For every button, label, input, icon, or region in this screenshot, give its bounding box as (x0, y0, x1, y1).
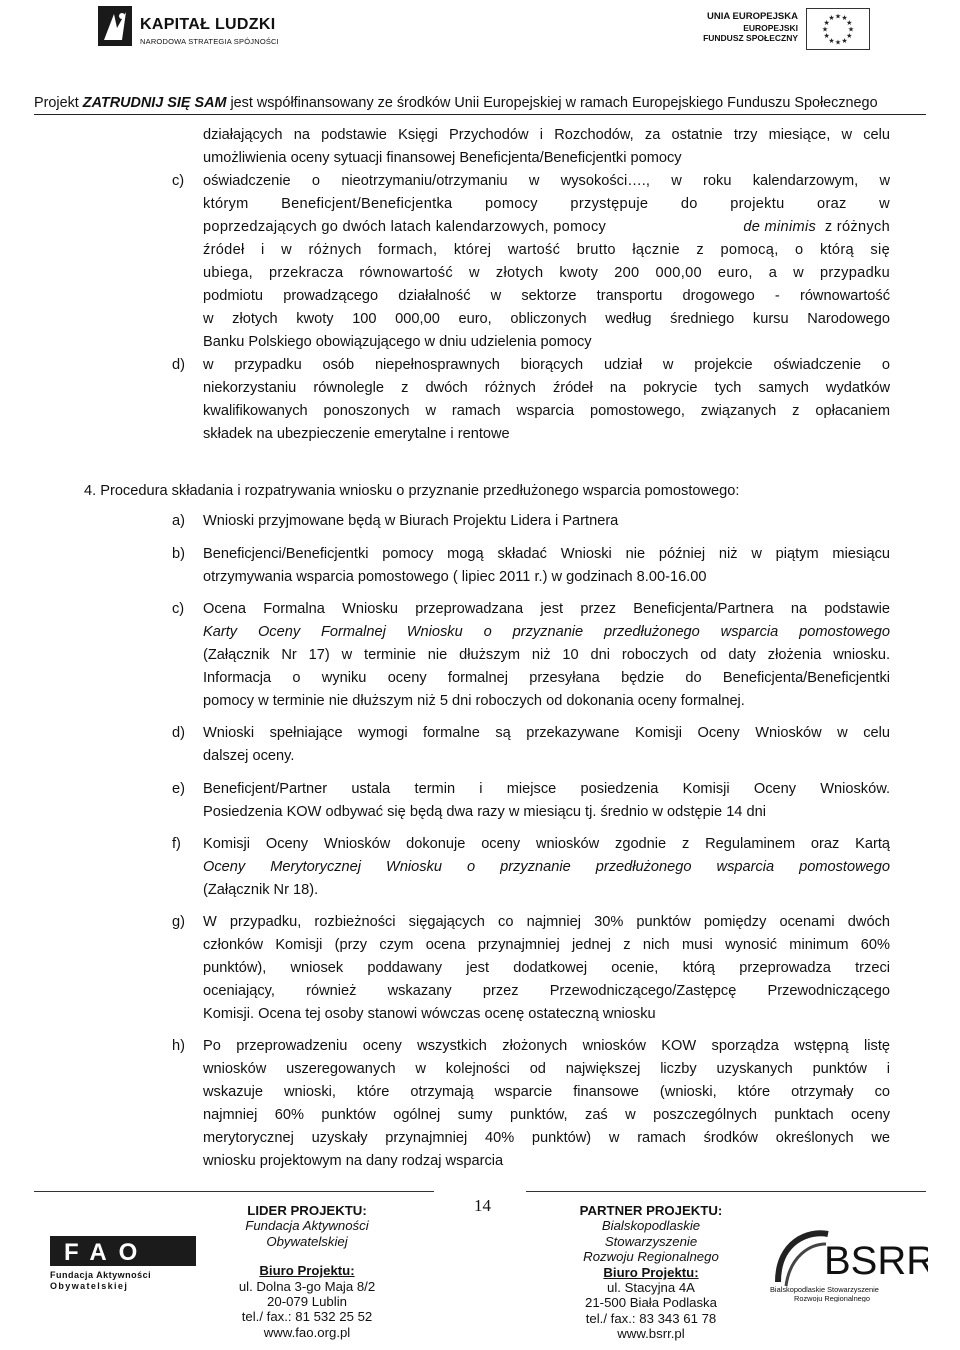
section-4-title: 4. Procedura składania i rozpatrywania wniosku o przyznanie przedłużonego wsparcia pomostowego: (84, 483, 740, 499)
item-d1-label: d) (172, 357, 185, 373)
ue-line2: EUROPEJSKI (743, 22, 798, 33)
partner-name-2: Stowarzyszenie (604, 1233, 698, 1249)
s4-c-line-2: Karty Oceny Formalnej Wniosku o przyznanie przedłużonego wsparcia pomostowego (203, 624, 890, 640)
bsrr-logo-mark: BSRR (824, 1239, 928, 1283)
c1-line-8: Banku Polskiego obowiązującego w dniu udzielenia pomocy (203, 334, 592, 350)
bsrr-logo-line2: Rozwoju Regionalnego (794, 1294, 871, 1302)
eu-star-icon: ★ (823, 33, 830, 40)
d1-line-4: składek na ubezpieczenie emerytalne i rentowe (203, 426, 510, 442)
kapital-ludzki-logo (98, 6, 298, 52)
s4-c-line-3: (Załącznik Nr 17) w terminie nie dłuższym niż 10 dni roboczych od daty złożenia wniosku. (203, 647, 890, 663)
footer-divider-left (34, 1191, 434, 1192)
s4-b-label: b) (172, 546, 185, 562)
c1-line-3 (203, 216, 890, 239)
s4-h-line-3: wskazuje wnioski, które otrzymają wsparcie finansowe (wnioski, które otrzymały co (203, 1084, 890, 1100)
eu-star-icon: ★ (846, 33, 853, 40)
c1-line-2: którym Beneficjent/Beneficjentka pomocy przystępuje do projektu oraz w (203, 196, 890, 212)
eu-star-icon: ★ (821, 26, 829, 34)
s4-h-line-6: wniosku projektowym na dany rodzaj wsparcia (203, 1153, 504, 1169)
s4-d-line-2: dalszej oceny. (203, 748, 295, 764)
partner-biuro: Biuro Projektu: (603, 1264, 699, 1280)
eu-star-icon: ★ (847, 26, 855, 34)
lider-addr-2: 20-079 Lublin (267, 1294, 347, 1310)
projekt-name: ZATRUDNIJ SIĘ SAM (82, 95, 227, 111)
d1-line-3: kwalifikowanych ponoszonych w ramach wsparcia pomostowego, związanych z opłacaniem (203, 403, 890, 419)
lider-info (222, 1203, 392, 1340)
bsrr-logo-line1: Bialskopodlaskie Stowarzyszenie (770, 1285, 879, 1294)
ue-line1: UNIA EUROPEJSKA (707, 11, 798, 22)
partner-heading: PARTNER PROJEKTU: (579, 1203, 723, 1218)
eu-star-icon: ★ (828, 37, 835, 45)
s4-b-line-2: otrzymywania wsparcia pomostowego ( lipiec 2011 r.) w godzinach 8.00-16.00 (203, 569, 707, 585)
fao-logo-mark: FAO (64, 1239, 150, 1266)
s4-g-line-2: członków Komisji (przy czym ocena przynajmniej jednej z nich musi wynosić minimum 60% (203, 937, 890, 953)
c1-line-3-start: poprzedzających go dwóch latach kalendarzowych, pomocy (203, 219, 607, 235)
page-number: 14 (474, 1196, 491, 1215)
c1-line-6: podmiotu prowadzącego działalność w sektorze transportu drogowego - równowartość (203, 288, 890, 304)
partner-name-1: Bialskopodlaskie (601, 1218, 701, 1234)
eu-star-icon: ★ (846, 20, 853, 27)
project-banner (34, 95, 934, 111)
c1-line-3-tail: z różnych (824, 219, 890, 235)
s4-d-line-1: Wnioski spełniające wymogi formalne są przekazywane Komisji Oceny Wniosków w celu (203, 725, 890, 741)
s4-h-line-5: merytorycznej uzyskały przynajmniej 40% punktów) w ramach środków określonych we (203, 1130, 890, 1146)
s4-f-label: f) (172, 836, 181, 852)
s4-h-line-2: wniosków uszeregowanych w kolejności od największej liczby uzyskanych punktów i (203, 1061, 890, 1077)
s4-g-line-5: Komisji. Ocena tej osoby stanowi wówczas ocenę ostateczną wniosku (203, 1006, 656, 1022)
fao-logo (50, 1232, 200, 1292)
s4-g-line-3: punktów), wniosek poddawany jest dodatkowej ocenie, którą przeprowadza trzeci (203, 960, 890, 976)
lider-tel: tel./ fax.: 81 532 25 52 (241, 1309, 373, 1325)
eu-star-icon: ★ (841, 15, 848, 23)
s4-h-line-4: najmniej 60% punktów ogólnej sumy punktów, zaś w poszczególnych punktach oceny (203, 1107, 890, 1123)
lider-heading: LIDER PROJEKTU: (247, 1203, 367, 1218)
partner-name-3: Rozwoju Regionalnego (583, 1249, 719, 1265)
de-minimis-text: de minimis (743, 219, 817, 235)
lider-biuro: Biuro Projektu: (259, 1263, 355, 1279)
footer-divider-right (526, 1191, 926, 1192)
s4-f-line-3: (Załącznik Nr 18). (203, 882, 319, 898)
partner-addr-2: 21-500 Biała Podlaska (585, 1295, 717, 1311)
item-c1-label: c) (172, 173, 185, 189)
d1-line-2: niekorzystaniu równolegle z dwóch różnych źródeł na pokrycie tych samych wydatków (203, 380, 890, 396)
lider-www: www.fao.org.pl (263, 1324, 351, 1340)
partner-www: www.bsrr.pl (617, 1326, 685, 1342)
s4-g-label: g) (172, 914, 185, 930)
fao-logo-line2: Obywatelskiej (50, 1281, 129, 1291)
s4-c-line-4: Informacja o wyniku oceny formalnej przesyłana będzie do Beneficjenta/Beneficjentki (203, 670, 890, 686)
c1-line-5: ubiega, przekracza równowartość w złotych kwoty 200 000,00 euro, a w przypadku (203, 265, 890, 281)
eu-star-icon: ★ (841, 37, 848, 45)
partner-addr-1: ul. Stacyjna 4A (607, 1280, 695, 1296)
s4-b-line-1: Beneficjenci/Beneficjentki pomocy mogą składać Wnioski nie później niż w piątym miesiącu (203, 546, 890, 562)
ue-text (703, 12, 798, 44)
lider-name-1: Fundacja Aktywności (245, 1218, 369, 1234)
partner-info (566, 1203, 736, 1342)
header-divider (34, 114, 926, 115)
s4-e-label: e) (172, 781, 185, 797)
projekt-suffix: jest współfinansowany ze środków Unii Europejskiej w ramach Europejskiego Funduszu Społecznego (230, 95, 878, 111)
s4-e-line-2: Posiedzenia KOW odbywać się będą dwa razy w miesiącu tj. średnio w odstępie 14 dni (203, 804, 766, 820)
s4-f-line-2: Oceny Merytorycznej Wniosku o przyznanie przedłużonego wsparcia pomostowego (203, 859, 890, 875)
s4-c-label: c) (172, 601, 185, 617)
ue-line3: FUNDUSZ SPOŁECZNY (703, 33, 798, 43)
eu-star-icon: ★ (834, 13, 842, 21)
eu-star-icon: ★ (828, 15, 835, 23)
s4-d-label: d) (172, 725, 185, 741)
c1-line-3-end (743, 216, 890, 239)
eu-star-icon: ★ (834, 39, 842, 47)
s4-e-line-1: Beneficjent/Partner ustala termin i miejsce posiedzenia Komisji Oceny Wniosków. (203, 781, 890, 797)
lider-name-2: Obywatelskiej (266, 1233, 348, 1249)
eu-star-icon: ★ (823, 20, 830, 27)
s4-c-line-5: pomocy w terminie nie dłuższym niż 5 dni roboczych od dokonania oceny formalnej. (203, 693, 745, 709)
s4-g-line-1: W przypadku, rozbieżności sięgających co najmniej 30% punktów pomiędzy ocenami dwóch (203, 914, 890, 930)
unia-europejska-logo (705, 8, 870, 50)
s4-f-line-1: Komisji Oceny Wniosków dokonuje oceny wniosków zgodnie z Regulaminem oraz Kartą (203, 836, 890, 852)
c1-line-1: oświadczenie o nieotrzymaniu/otrzymaniu w wysokości…., w roku kalendarzowym, w (203, 173, 890, 189)
kapital-ludzki-subtitle: NARODOWA STRATEGIA SPÓJNOŚCI (140, 37, 279, 46)
c1-line-4: źródeł i w różnych formach, której wartość brutto łącznie z pomocą, o którą się (203, 242, 890, 258)
fao-logo-line1: Fundacja Aktywności (50, 1270, 152, 1280)
s4-a-line-1: Wnioski przyjmowane będą w Biurach Projektu Lidera i Partnera (203, 513, 619, 529)
s4-c-line-1: Ocena Formalna Wniosku przeprowadzana jest przez Beneficjenta/Partnera na podstawie (203, 601, 890, 617)
s4-h-label: h) (172, 1038, 185, 1054)
c1-line-7: w złotych kwoty 100 000,00 euro, obliczonych według średniego kursu Narodowego (203, 311, 890, 327)
s4-a-label: a) (172, 513, 185, 529)
s4-h-line-1: Po przeprowadzeniu oceny wszystkich złożonych wniosków KOW sporządza wstępną listę (203, 1038, 890, 1054)
kapital-ludzki-title: KAPITAŁ LUDZKI (140, 16, 276, 33)
cont-line-1: działających na podstawie Księgi Przychodów i Rozchodów, za ostatnie trzy miesiące, w celu (203, 127, 890, 143)
eu-flag-icon (806, 8, 870, 50)
s4-g-line-4: oceniający, również wskazany przez Przewodniczącego/Zastępcę Przewodniczącego (203, 983, 890, 999)
d1-line-1: w przypadku osób niepełnosprawnych biorących udział w projekcie oświadczenie o (203, 357, 890, 373)
partner-tel: tel./ fax.: 83 343 61 78 (585, 1310, 717, 1326)
kapital-ludzki-emblem-icon (98, 6, 132, 46)
lider-addr-1: ul. Dolna 3-go Maja 8/2 (238, 1278, 376, 1294)
bsrr-logo (768, 1222, 928, 1302)
cont-line-2: umożliwienia oceny sytuacji finansowej Beneficjenta/Beneficjentki pomocy (203, 150, 682, 166)
projekt-prefix: Projekt (34, 95, 79, 111)
